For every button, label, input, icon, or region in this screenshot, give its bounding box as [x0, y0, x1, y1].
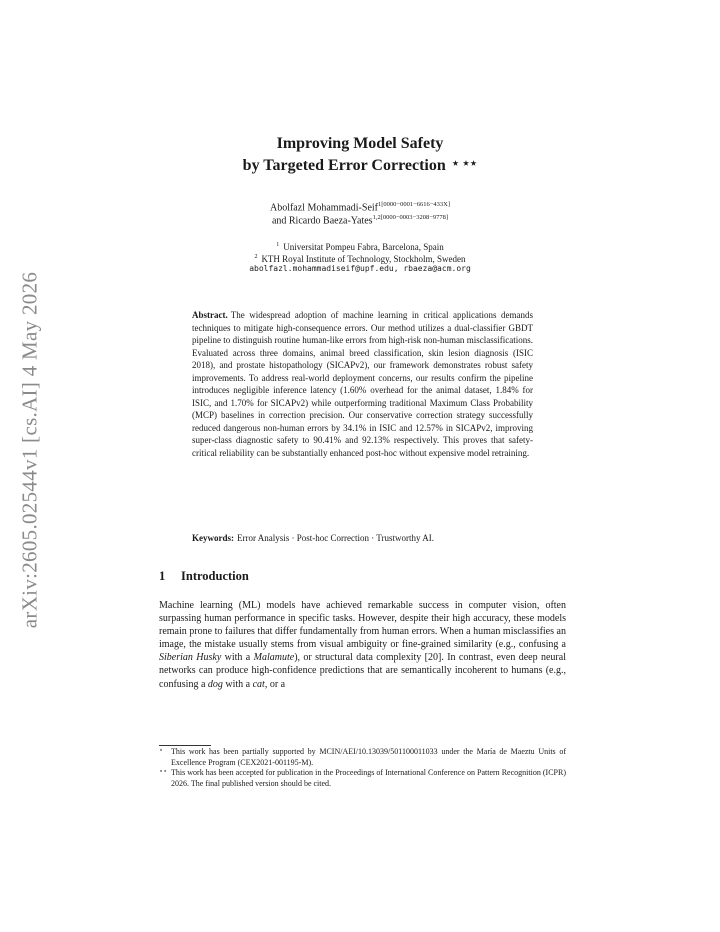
author-2-name: and Ricardo Baeza-Yates: [271, 215, 373, 227]
intro-emphasis-2: Malamute: [253, 652, 295, 664]
abstract: [192, 309, 533, 460]
affiliation-1-text: Universitat Pompeu Fabra, Barcelona, Spain: [283, 242, 444, 252]
intro-emphasis-3: dog: [207, 678, 223, 690]
intro-emphasis-4: cat: [252, 678, 265, 690]
intro-text-2: with a: [221, 652, 254, 664]
keywords: [192, 532, 533, 544]
title-text-1: Improving Model Safety: [276, 135, 444, 152]
paper-title-line-1: [0, 134, 720, 154]
emails-text: abolfazl.mohammadiseif@upf.edu, rbaeza@acm.org: [249, 264, 471, 273]
footnote-2: [159, 768, 566, 789]
intro-text-5: , or a: [264, 678, 286, 690]
footnote-2-text: This work has been accepted for publication in the Proceedings of International Conference on Pattern Recognition (ICPR) 2026. The final published version should be cited.: [171, 768, 566, 788]
footnote-rule: [159, 745, 211, 746]
paper-title-line-2: [0, 153, 720, 176]
author-emails: [0, 263, 720, 275]
arxiv-identifier: arXiv:2605.02544v1 [cs.AI] 4 May 2026: [17, 271, 42, 629]
keywords-text: Error Analysis · Post-hoc Correction · Trustworthy AI.: [237, 533, 434, 543]
section-heading: [159, 568, 249, 584]
abstract-label: Abstract.: [192, 310, 228, 320]
section-title: Introduction: [181, 569, 249, 583]
author-line-2: [0, 211, 720, 227]
abstract-text: The widespread adoption of machine learning in critical applications demands techniques to mitigate high-consequence errors. Our method utilizes a dual-classifier GBDT pipeline to distinguish routine human-like errors from high-risk non-human misclassifications. Evaluated across three domains, animal breed classification, skin lesion diagnosis (ISIC 2018), and prostate histopathology (SICAPv2), our framework demonstrates robust safety improvements. To address real-world deployment concerns, our results confirm the pipeline introduces negligible inference latency (1.60% overhead for the animal dataset, 1.84% for ISIC, and 1.70% for SICAPv2) while outperforming traditional Maximum Class Probability (MCP) baselines in correction precision. Our conservative correction strategy successfully reduced dangerous non-human errors by 34.1% in ISIC and 12.57% in SICAPv2, improving super-class diagnostic safety to 90.41% and 92.13% respectively. This proves that safety-critical reliability can be substantially enhanced post-hoc without expensive model retraining.: [192, 310, 533, 459]
intro-text-1: Machine learning (ML) models have achieved remarkable success in computer vision, often surpassing human performance in specific tasks. However, despite their high accuracy, these models remain prone to failures that differ fundamentally from human errors. When a human misclassifies an image, the mistake usually stems from visual ambiguity or fine-grained similarity (e.g., confusing a: [159, 600, 566, 651]
intro-emphasis-1: Siberian Husky: [159, 652, 222, 664]
footnote-2-mark: ⋆⋆: [159, 768, 168, 775]
author-1-orcid: 1[0000−0001−6616−433X]: [378, 201, 451, 208]
affiliation-1-mark: 1: [276, 242, 280, 248]
title-text-2: by Targeted Error Correction: [242, 157, 446, 174]
title-footnote-marks: ⋆ ⋆⋆: [451, 156, 478, 170]
affiliation-2-mark: 2: [254, 254, 258, 260]
intro-text-4: with a: [222, 678, 253, 690]
footnote-1-mark: ⋆: [159, 747, 164, 754]
affiliation-2-text: KTH Royal Institute of Technology, Stockholm, Sweden: [261, 254, 466, 264]
footnotes: [159, 747, 566, 789]
author-1-name: Abolfazl Mohammadi-Seif: [269, 202, 378, 214]
section-number: 1: [159, 569, 166, 583]
intro-text-3: ), or structural data complexity [20]. In contrast, even deep neural networks can produce high-confidence predictions that are semantically incoherent to humans (e.g., confusing a: [159, 652, 566, 690]
keywords-label: Keywords:: [192, 533, 234, 543]
footnote-1-text: This work has been partially supported by MCIN/AEI/10.13039/501100011033 under the María de Maeztu Units of Excellence Program (CEX2021-001195-M).: [171, 747, 566, 767]
footnote-1: [159, 747, 566, 768]
author-2-orcid: 1,2[0000−0003−3208−9778]: [372, 214, 449, 221]
intro-paragraph: [159, 599, 566, 691]
